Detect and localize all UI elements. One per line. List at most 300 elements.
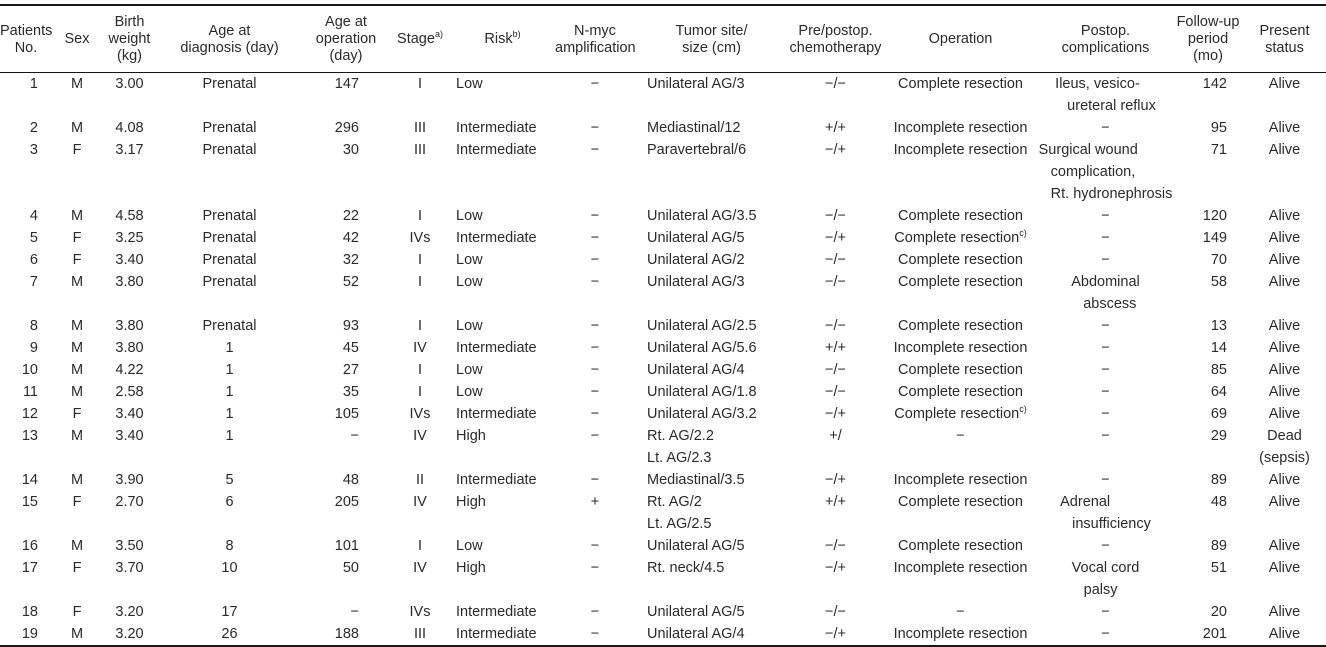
cell-chemo: −/+ bbox=[825, 472, 846, 488]
table-row bbox=[0, 601, 1326, 623]
cell-sex: M bbox=[70, 120, 84, 136]
cell-followup: 64 bbox=[1210, 384, 1227, 400]
header-chemo: Pre/postop. chemotherapy bbox=[789, 22, 882, 56]
cell-complications: − bbox=[1101, 252, 1110, 268]
cell-birth_weight: 3.50 bbox=[115, 538, 144, 554]
cell-age_op: 50 bbox=[342, 560, 359, 576]
header-row bbox=[0, 5, 1326, 73]
cell-age_op: 188 bbox=[334, 626, 359, 642]
cell-complications: Adrenal insufficiency bbox=[1060, 494, 1151, 532]
cell-tumor: Unilateral AG/5 bbox=[647, 538, 745, 554]
cell-age_dx: 1 bbox=[225, 406, 234, 422]
cell-chemo: +/ bbox=[829, 428, 842, 444]
cell-tumor: Paravertebral/6 bbox=[647, 142, 747, 158]
cell-complications: − bbox=[1101, 318, 1110, 334]
cell-tumor: Rt. AG/2.2 Lt. AG/2.3 bbox=[647, 428, 714, 466]
cell-age_op: − bbox=[350, 428, 359, 444]
cell-stage: IV bbox=[413, 340, 427, 356]
cell-operation: Incomplete resection bbox=[893, 340, 1028, 356]
cell-operation: Complete resection$^{c)}$ bbox=[894, 228, 1027, 246]
cell-complications: − bbox=[1101, 472, 1110, 488]
header-operation: Operation bbox=[928, 31, 993, 47]
cell-risk: Low bbox=[456, 76, 483, 92]
cell-operation: Complete resection bbox=[898, 76, 1023, 92]
cell-nmyc: − bbox=[590, 76, 600, 92]
cell-followup: 142 bbox=[1202, 76, 1227, 92]
cell-stage: IV bbox=[413, 428, 427, 444]
header-risk: Risk$^{b)}$ bbox=[484, 29, 521, 47]
cell-risk: Low bbox=[456, 384, 483, 400]
table-row bbox=[0, 469, 1326, 491]
cell-tumor: Unilateral AG/5 bbox=[647, 604, 745, 620]
cell-followup: 48 bbox=[1210, 494, 1227, 510]
cell-followup: 71 bbox=[1210, 142, 1227, 158]
table-row bbox=[0, 139, 1326, 205]
cell-operation: Complete resection bbox=[898, 318, 1023, 334]
cell-birth_weight: 3.80 bbox=[115, 318, 144, 334]
cell-sex: M bbox=[70, 538, 84, 554]
cell-birth_weight: 3.17 bbox=[115, 142, 144, 158]
cell-status: Alive bbox=[1268, 538, 1301, 554]
cell-stage: IV bbox=[413, 560, 427, 576]
cell-birth_weight: 3.90 bbox=[115, 472, 144, 488]
cell-stage: I bbox=[417, 208, 423, 224]
cell-chemo: −/− bbox=[825, 362, 846, 378]
cell-age_op: 45 bbox=[342, 340, 359, 356]
cell-no: 15 bbox=[21, 494, 38, 510]
cell-risk: Intermediate bbox=[456, 406, 537, 422]
cell-sex: M bbox=[70, 384, 84, 400]
cell-birth_weight: 4.22 bbox=[115, 362, 144, 378]
cell-risk: Intermediate bbox=[456, 626, 537, 642]
cell-no: 14 bbox=[21, 472, 38, 488]
cell-nmyc: − bbox=[590, 340, 600, 356]
cell-complications: Vocal cord palsy bbox=[1071, 560, 1140, 598]
cell-operation: Incomplete resection bbox=[893, 142, 1028, 158]
cell-followup: 14 bbox=[1210, 340, 1227, 356]
cell-followup: 13 bbox=[1210, 318, 1227, 334]
cell-sex: F bbox=[72, 230, 82, 246]
cell-chemo: −/+ bbox=[825, 142, 846, 158]
cell-followup: 149 bbox=[1202, 230, 1227, 246]
cell-age_dx: 1 bbox=[225, 362, 234, 378]
cell-risk: Intermediate bbox=[456, 230, 537, 246]
cell-tumor: Unilateral AG/3.2 bbox=[647, 406, 757, 422]
cell-age_dx: Prenatal bbox=[202, 252, 257, 268]
cell-no: 8 bbox=[29, 318, 38, 334]
cell-age_dx: Prenatal bbox=[202, 76, 257, 92]
cell-nmyc: − bbox=[590, 560, 600, 576]
cell-tumor: Unilateral AG/1.8 bbox=[647, 384, 757, 400]
cell-complications: − bbox=[1101, 362, 1110, 378]
cell-sex: F bbox=[72, 604, 82, 620]
cell-complications: − bbox=[1101, 538, 1110, 554]
cell-operation: Complete resection bbox=[898, 538, 1023, 554]
cell-operation: Incomplete resection bbox=[893, 120, 1028, 136]
cell-birth_weight: 3.20 bbox=[115, 604, 144, 620]
header-age_op: Age at operation (day) bbox=[315, 14, 377, 64]
cell-sex: F bbox=[72, 142, 82, 158]
cell-age_dx: 17 bbox=[221, 604, 238, 620]
cell-complications: Abdominal abscess bbox=[1071, 274, 1140, 312]
header-birth_weight: Birth weight (kg) bbox=[108, 14, 151, 64]
cell-age_dx: Prenatal bbox=[202, 120, 257, 136]
cell-chemo: −/− bbox=[825, 604, 846, 620]
cell-no: 13 bbox=[21, 428, 38, 444]
cell-tumor: Unilateral AG/4 bbox=[647, 362, 745, 378]
cell-status: Alive bbox=[1268, 318, 1301, 334]
cell-stage: II bbox=[415, 472, 425, 488]
cell-operation: Complete resection bbox=[898, 208, 1023, 224]
cell-operation: Complete resection bbox=[898, 494, 1023, 510]
cell-age_dx: Prenatal bbox=[202, 230, 257, 246]
cell-stage: IVs bbox=[409, 604, 431, 620]
cell-operation: Incomplete resection bbox=[893, 626, 1028, 642]
cell-complications: − bbox=[1101, 120, 1110, 136]
cell-stage: IV bbox=[413, 494, 427, 510]
cell-status: Alive bbox=[1268, 472, 1301, 488]
header-status: Present status bbox=[1259, 22, 1310, 56]
cell-chemo: +/+ bbox=[825, 120, 846, 136]
cell-birth_weight: 3.80 bbox=[115, 274, 144, 290]
cell-nmyc: − bbox=[590, 362, 600, 378]
cell-status: Alive bbox=[1268, 208, 1301, 224]
cell-tumor: Unilateral AG/3 bbox=[647, 274, 745, 290]
cell-risk: Low bbox=[456, 318, 483, 334]
cell-birth_weight: 3.25 bbox=[115, 230, 144, 246]
cell-birth_weight: 2.58 bbox=[115, 384, 144, 400]
cell-chemo: −/− bbox=[825, 384, 846, 400]
cell-age_dx: Prenatal bbox=[202, 208, 257, 224]
cell-risk: Low bbox=[456, 252, 483, 268]
cell-risk: High bbox=[456, 428, 486, 444]
cell-age_op: 22 bbox=[342, 208, 359, 224]
cell-age_op: 48 bbox=[342, 472, 359, 488]
cell-risk: Low bbox=[456, 538, 483, 554]
cell-followup: 51 bbox=[1210, 560, 1227, 576]
cell-age_dx: 8 bbox=[225, 538, 234, 554]
header-age_dx: Age at diagnosis (day) bbox=[180, 22, 279, 56]
cell-followup: 70 bbox=[1210, 252, 1227, 268]
cell-status: Alive bbox=[1268, 362, 1301, 378]
table-row bbox=[0, 73, 1326, 118]
cell-stage: IVs bbox=[409, 406, 431, 422]
cell-status: Alive bbox=[1268, 494, 1301, 510]
cell-operation: Complete resection bbox=[898, 362, 1023, 378]
cell-no: 2 bbox=[29, 120, 38, 136]
cell-age_op: 30 bbox=[342, 142, 359, 158]
cell-tumor: Mediastinal/12 bbox=[647, 120, 741, 136]
cell-nmyc: − bbox=[590, 142, 600, 158]
cell-sex: M bbox=[70, 340, 84, 356]
cell-complications: − bbox=[1101, 230, 1110, 246]
table-row bbox=[0, 249, 1326, 271]
cell-no: 17 bbox=[21, 560, 38, 576]
table-row bbox=[0, 557, 1326, 601]
cell-tumor: Unilateral AG/2 bbox=[647, 252, 745, 268]
cell-nmyc: − bbox=[590, 538, 600, 554]
cell-risk: High bbox=[456, 560, 486, 576]
cell-birth_weight: 3.00 bbox=[115, 76, 144, 92]
cell-no: 3 bbox=[29, 142, 38, 158]
table-row bbox=[0, 535, 1326, 557]
cell-chemo: −/− bbox=[825, 252, 846, 268]
cell-nmyc: − bbox=[590, 120, 600, 136]
cell-sex: M bbox=[70, 428, 84, 444]
cell-sex: M bbox=[70, 274, 84, 290]
cell-age_op: 105 bbox=[334, 406, 359, 422]
cell-tumor: Mediastinal/3.5 bbox=[647, 472, 745, 488]
cell-age_dx: 1 bbox=[225, 384, 234, 400]
cell-complications: − bbox=[1101, 208, 1110, 224]
table-row bbox=[0, 359, 1326, 381]
table-row bbox=[0, 623, 1326, 646]
cell-age_dx: 5 bbox=[225, 472, 234, 488]
header-followup: Follow-up period (mo) bbox=[1176, 14, 1240, 64]
cell-no: 10 bbox=[21, 362, 38, 378]
cell-age_op: 27 bbox=[342, 362, 359, 378]
cell-complications: − bbox=[1101, 340, 1110, 356]
cell-sex: F bbox=[72, 406, 82, 422]
cell-chemo: −/− bbox=[825, 318, 846, 334]
cell-status: Alive bbox=[1268, 560, 1301, 576]
cell-status: Alive bbox=[1268, 230, 1301, 246]
cell-followup: 58 bbox=[1210, 274, 1227, 290]
cell-risk: Intermediate bbox=[456, 604, 537, 620]
cell-chemo: −/− bbox=[825, 538, 846, 554]
table-row bbox=[0, 271, 1326, 315]
table-row bbox=[0, 403, 1326, 425]
header-stage: Stage$^{a)}$ bbox=[397, 29, 443, 47]
cell-chemo: −/+ bbox=[825, 626, 846, 642]
header-no: Patients No. bbox=[0, 22, 53, 56]
cell-operation: Complete resection bbox=[898, 274, 1023, 290]
cell-age_dx: Prenatal bbox=[202, 142, 257, 158]
cell-status: Alive bbox=[1268, 120, 1301, 136]
header-tumor: Tumor site/ size (cm) bbox=[675, 22, 748, 56]
cell-no: 16 bbox=[21, 538, 38, 554]
cell-nmyc: − bbox=[590, 208, 600, 224]
cell-age_op: 147 bbox=[334, 76, 359, 92]
cell-age_op: 52 bbox=[342, 274, 359, 290]
table-row bbox=[0, 381, 1326, 403]
cell-nmyc: − bbox=[590, 274, 600, 290]
cell-birth_weight: 4.08 bbox=[115, 120, 144, 136]
cell-tumor: Unilateral AG/3 bbox=[647, 76, 745, 92]
cell-status: Dead (sepsis) bbox=[1259, 428, 1310, 466]
cell-status: Alive bbox=[1268, 76, 1301, 92]
header-nmyc: N-myc amplification bbox=[555, 22, 636, 56]
cell-sex: M bbox=[70, 208, 84, 224]
cell-stage: I bbox=[417, 76, 423, 92]
cell-risk: Intermediate bbox=[456, 142, 537, 158]
cell-no: 18 bbox=[21, 604, 38, 620]
cell-nmyc: − bbox=[590, 384, 600, 400]
cell-complications: − bbox=[1101, 428, 1110, 444]
cell-operation: Complete resection bbox=[898, 252, 1023, 268]
cell-stage: III bbox=[413, 142, 427, 158]
table-row bbox=[0, 205, 1326, 227]
header-complications: Postop. complications bbox=[1061, 22, 1150, 56]
cell-age_op: 32 bbox=[342, 252, 359, 268]
cell-followup: 85 bbox=[1210, 362, 1227, 378]
cell-no: 1 bbox=[29, 76, 38, 92]
cell-nmyc: − bbox=[590, 472, 600, 488]
cell-birth_weight: 3.80 bbox=[115, 340, 144, 356]
cell-tumor: Rt. neck/4.5 bbox=[647, 560, 725, 576]
cell-followup: 20 bbox=[1210, 604, 1227, 620]
cell-no: 12 bbox=[21, 406, 38, 422]
cell-nmyc: − bbox=[590, 604, 600, 620]
cell-tumor: Rt. AG/2 Lt. AG/2.5 bbox=[647, 494, 712, 532]
footnote-marker: a) bbox=[434, 29, 443, 40]
cell-chemo: −/− bbox=[825, 208, 846, 224]
table-row bbox=[0, 491, 1326, 535]
cell-tumor: Unilateral AG/4 bbox=[647, 626, 745, 642]
cell-chemo: +/+ bbox=[825, 340, 846, 356]
cell-tumor: Unilateral AG/3.5 bbox=[647, 208, 757, 224]
cell-status: Alive bbox=[1268, 626, 1301, 642]
cell-operation: Complete resection$^{c)}$ bbox=[894, 404, 1027, 422]
cell-sex: M bbox=[70, 472, 84, 488]
cell-age_op: 42 bbox=[342, 230, 359, 246]
cell-age_dx: 10 bbox=[221, 560, 238, 576]
cell-no: 11 bbox=[22, 384, 38, 400]
cell-birth_weight: 3.20 bbox=[115, 626, 144, 642]
header-sex: Sex bbox=[64, 31, 90, 47]
cell-stage: I bbox=[417, 252, 423, 268]
cell-risk: Intermediate bbox=[456, 472, 537, 488]
footnote-marker: b) bbox=[512, 29, 521, 40]
cell-birth_weight: 3.40 bbox=[115, 252, 144, 268]
cell-nmyc: − bbox=[590, 230, 600, 246]
patient-outcomes-table bbox=[0, 4, 1326, 647]
cell-birth_weight: 2.70 bbox=[115, 494, 144, 510]
cell-risk: Intermediate bbox=[456, 340, 537, 356]
cell-birth_weight: 3.40 bbox=[115, 428, 144, 444]
cell-nmyc: − bbox=[590, 318, 600, 334]
table-row bbox=[0, 425, 1326, 469]
cell-age_dx: 1 bbox=[225, 340, 234, 356]
table-row bbox=[0, 117, 1326, 139]
cell-complications: − bbox=[1101, 384, 1110, 400]
cell-followup: 69 bbox=[1210, 406, 1227, 422]
table-body bbox=[0, 73, 1326, 647]
cell-risk: Low bbox=[456, 208, 483, 224]
cell-stage: I bbox=[417, 274, 423, 290]
cell-followup: 29 bbox=[1210, 428, 1227, 444]
cell-sex: M bbox=[70, 362, 84, 378]
cell-nmyc: + bbox=[590, 494, 600, 510]
cell-age_op: − bbox=[350, 604, 359, 620]
cell-complications: − bbox=[1101, 604, 1110, 620]
cell-chemo: +/+ bbox=[825, 494, 846, 510]
cell-birth_weight: 3.40 bbox=[115, 406, 144, 422]
cell-complications: − bbox=[1101, 626, 1110, 642]
cell-age_dx: Prenatal bbox=[202, 318, 257, 334]
cell-stage: I bbox=[417, 362, 423, 378]
cell-chemo: −/+ bbox=[825, 230, 846, 246]
cell-followup: 201 bbox=[1202, 626, 1227, 642]
cell-status: Alive bbox=[1268, 252, 1301, 268]
cell-chemo: −/+ bbox=[825, 560, 846, 576]
patients-table bbox=[0, 4, 1326, 647]
cell-no: 5 bbox=[29, 230, 38, 246]
cell-followup: 89 bbox=[1210, 472, 1227, 488]
cell-age_op: 101 bbox=[334, 538, 359, 554]
footnote-marker: c) bbox=[1019, 404, 1027, 415]
cell-sex: F bbox=[72, 494, 82, 510]
cell-no: 4 bbox=[29, 208, 38, 224]
cell-followup: 95 bbox=[1210, 120, 1227, 136]
cell-sex: M bbox=[70, 76, 84, 92]
cell-complications: Ileus, vesico- ureteral reflux bbox=[1055, 76, 1156, 114]
cell-no: 9 bbox=[29, 340, 38, 356]
cell-status: Alive bbox=[1268, 274, 1301, 290]
table-row bbox=[0, 227, 1326, 249]
cell-risk: Low bbox=[456, 362, 483, 378]
cell-complications: Surgical wound complication, Rt. hydronephrosis bbox=[1038, 142, 1173, 202]
cell-no: 7 bbox=[29, 274, 38, 290]
cell-operation: − bbox=[956, 428, 965, 444]
cell-tumor: Unilateral AG/2.5 bbox=[647, 318, 757, 334]
cell-age_op: 93 bbox=[342, 318, 359, 334]
cell-age_op: 205 bbox=[334, 494, 359, 510]
table-row bbox=[0, 337, 1326, 359]
cell-followup: 120 bbox=[1202, 208, 1227, 224]
cell-age_dx: 1 bbox=[225, 428, 234, 444]
cell-chemo: −/− bbox=[825, 274, 846, 290]
cell-birth_weight: 4.58 bbox=[115, 208, 144, 224]
cell-tumor: Unilateral AG/5 bbox=[647, 230, 745, 246]
cell-operation: Complete resection bbox=[898, 384, 1023, 400]
cell-status: Alive bbox=[1268, 406, 1301, 422]
cell-birth_weight: 3.70 bbox=[115, 560, 144, 576]
cell-followup: 89 bbox=[1210, 538, 1227, 554]
cell-age_op: 35 bbox=[342, 384, 359, 400]
cell-chemo: −/− bbox=[825, 76, 846, 92]
cell-sex: F bbox=[72, 560, 82, 576]
cell-no: 19 bbox=[21, 626, 38, 642]
cell-nmyc: − bbox=[590, 252, 600, 268]
cell-stage: IVs bbox=[409, 230, 431, 246]
cell-age_dx: 6 bbox=[225, 494, 234, 510]
cell-risk: Low bbox=[456, 274, 483, 290]
table-header bbox=[0, 5, 1326, 73]
cell-complications: − bbox=[1101, 406, 1110, 422]
cell-tumor: Unilateral AG/5.6 bbox=[647, 340, 757, 356]
cell-nmyc: − bbox=[590, 428, 600, 444]
cell-sex: M bbox=[70, 626, 84, 642]
cell-chemo: −/+ bbox=[825, 406, 846, 422]
cell-age_dx: Prenatal bbox=[202, 274, 257, 290]
table-row bbox=[0, 315, 1326, 337]
cell-stage: I bbox=[417, 384, 423, 400]
cell-sex: M bbox=[70, 318, 84, 334]
cell-operation: − bbox=[956, 604, 965, 620]
cell-operation: Incomplete resection bbox=[893, 560, 1028, 576]
cell-status: Alive bbox=[1268, 142, 1301, 158]
cell-age_dx: 26 bbox=[221, 626, 238, 642]
cell-risk: Intermediate bbox=[456, 120, 537, 136]
cell-stage: III bbox=[413, 120, 427, 136]
cell-age_op: 296 bbox=[334, 120, 359, 136]
cell-stage: I bbox=[417, 538, 423, 554]
cell-status: Alive bbox=[1268, 384, 1301, 400]
cell-no: 6 bbox=[29, 252, 38, 268]
cell-operation: Incomplete resection bbox=[893, 472, 1028, 488]
cell-nmyc: − bbox=[590, 406, 600, 422]
